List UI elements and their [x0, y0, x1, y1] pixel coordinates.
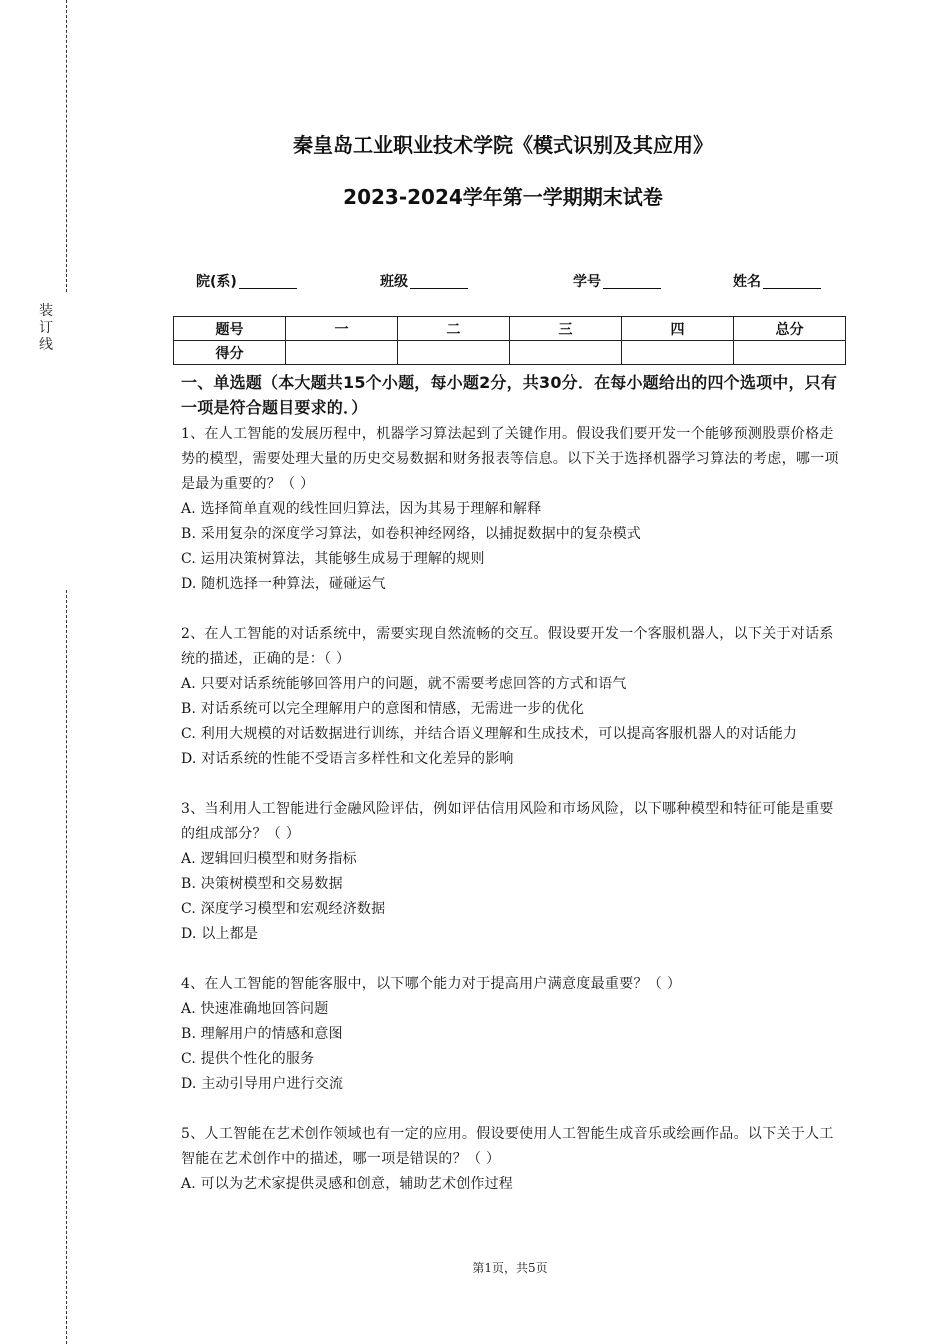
exam-title-line1: 秦皇岛工业职业技术学院《模式识别及其应用》 [293, 133, 713, 157]
exam-content [181, 370, 841, 1197]
exam-title-line2: 2023-2024学年第一学期期末试卷 [343, 185, 663, 209]
option-b: B. 决策树模型和交易数据 [181, 876, 343, 892]
fill-blank[interactable] [410, 274, 468, 289]
info-field-department[interactable] [196, 271, 297, 291]
info-field-student-id[interactable] [573, 271, 661, 291]
option-d: D. 对话系统的性能不受语言多样性和文化差异的影响 [181, 751, 514, 767]
student-info-row [0, 271, 950, 293]
option-d: D. 主动引导用户进行交流 [181, 1076, 344, 1092]
score-cell[interactable] [398, 341, 510, 365]
info-label: 姓名 [733, 274, 761, 290]
score-cell[interactable] [622, 341, 734, 365]
question-3 [181, 797, 841, 947]
score-table-header-cell: 总分 [734, 317, 846, 341]
binding-char: 装 [39, 303, 53, 319]
option-b: B. 采用复杂的深度学习算法，如卷积神经网络，以捕捉数据中的复杂模式 [181, 526, 641, 542]
question-stem: 1、在人工智能的发展历程中，机器学习算法起到了关键作用。假设我们要开发一个能够预测股票价格走势的模型，需要处理大量的历史交易数据和财务报表等信息。以下关于选择机器学习算法的考虑，哪一项是最为重要的？（ ） [181, 426, 839, 492]
fill-blank[interactable] [239, 274, 297, 289]
binding-label [36, 303, 56, 354]
question-5 [181, 1122, 841, 1197]
binding-char: 线 [39, 337, 53, 353]
score-cell[interactable] [286, 341, 398, 365]
score-table-header-row [174, 317, 846, 341]
question-stem: 2、在人工智能的对话系统中，需要实现自然流畅的交互。假设要开发一个客服机器人，以下关于对话系统的描述，正确的是：（ ） [181, 626, 834, 667]
binding-char: 订 [39, 320, 53, 336]
score-row-label: 得分 [174, 341, 286, 365]
option-a: A. 只要对话系统能够回答用户的问题，就不需要考虑回答的方式和语气 [181, 676, 627, 692]
option-a: A. 逻辑回归模型和财务指标 [181, 851, 357, 867]
option-c: C. 利用大规模的对话数据进行训练，并结合语义理解和生成技术，可以提高客服机器人的对话能力 [181, 726, 798, 742]
page-footer: 第1页，共5页 [472, 1261, 548, 1275]
fill-blank[interactable] [603, 274, 661, 289]
question-2 [181, 622, 841, 772]
fill-blank[interactable] [763, 274, 821, 289]
info-label: 班级 [380, 274, 408, 290]
score-table-header-cell: 四 [622, 317, 734, 341]
option-d: D. 随机选择一种算法，碰碰运气 [181, 576, 386, 592]
option-a: A. 快速准确地回答问题 [181, 1001, 329, 1017]
info-label: 学号 [573, 274, 601, 290]
option-c: C. 运用决策树算法，其能够生成易于理解的规则 [181, 551, 485, 567]
question-1 [181, 422, 841, 597]
option-c: C. 提供个性化的服务 [181, 1051, 315, 1067]
score-table-header-cell: 二 [398, 317, 510, 341]
question-4 [181, 972, 841, 1097]
option-a: A. 选择简单直观的线性回归算法，因为其易于理解和解释 [181, 501, 542, 517]
score-table-header-cell: 一 [286, 317, 398, 341]
section-heading: 一、单选题（本大题共15个小题，每小题2分，共30分．在每小题给出的四个选项中，只有一项是符合题目要求的．） [181, 373, 838, 417]
option-b: B. 理解用户的情感和意图 [181, 1026, 343, 1042]
question-stem: 5、人工智能在艺术创作领域也有一定的应用。假设要使用人工智能生成音乐或绘画作品。以下关于人工智能在艺术创作中的描述，哪一项是错误的？（ ） [181, 1126, 834, 1167]
score-table-header-cell: 三 [510, 317, 622, 341]
binding-line-bottom [66, 590, 67, 1344]
score-table-score-row [174, 341, 846, 365]
info-field-class[interactable] [380, 271, 468, 291]
score-cell[interactable] [734, 341, 846, 365]
question-stem: 4、在人工智能的智能客服中，以下哪个能力对于提高用户满意度最重要？（ ） [181, 976, 682, 992]
score-cell[interactable] [510, 341, 622, 365]
question-stem: 3、当利用人工智能进行金融风险评估，例如评估信用风险和市场风险，以下哪种模型和特征可能是重要的组成部分？（ ） [181, 801, 834, 842]
option-b: B. 对话系统可以完全理解用户的意图和情感，无需进一步的优化 [181, 701, 585, 717]
option-d: D. 以上都是 [181, 926, 259, 942]
info-field-name[interactable] [733, 271, 821, 291]
option-c: C. 深度学习模型和宏观经济数据 [181, 901, 386, 917]
score-table-header-cell: 题号 [174, 317, 286, 341]
score-table [173, 316, 846, 365]
info-label: 院(系) [196, 274, 237, 290]
option-a: A. 可以为艺术家提供灵感和创意，辅助艺术创作过程 [181, 1176, 514, 1192]
